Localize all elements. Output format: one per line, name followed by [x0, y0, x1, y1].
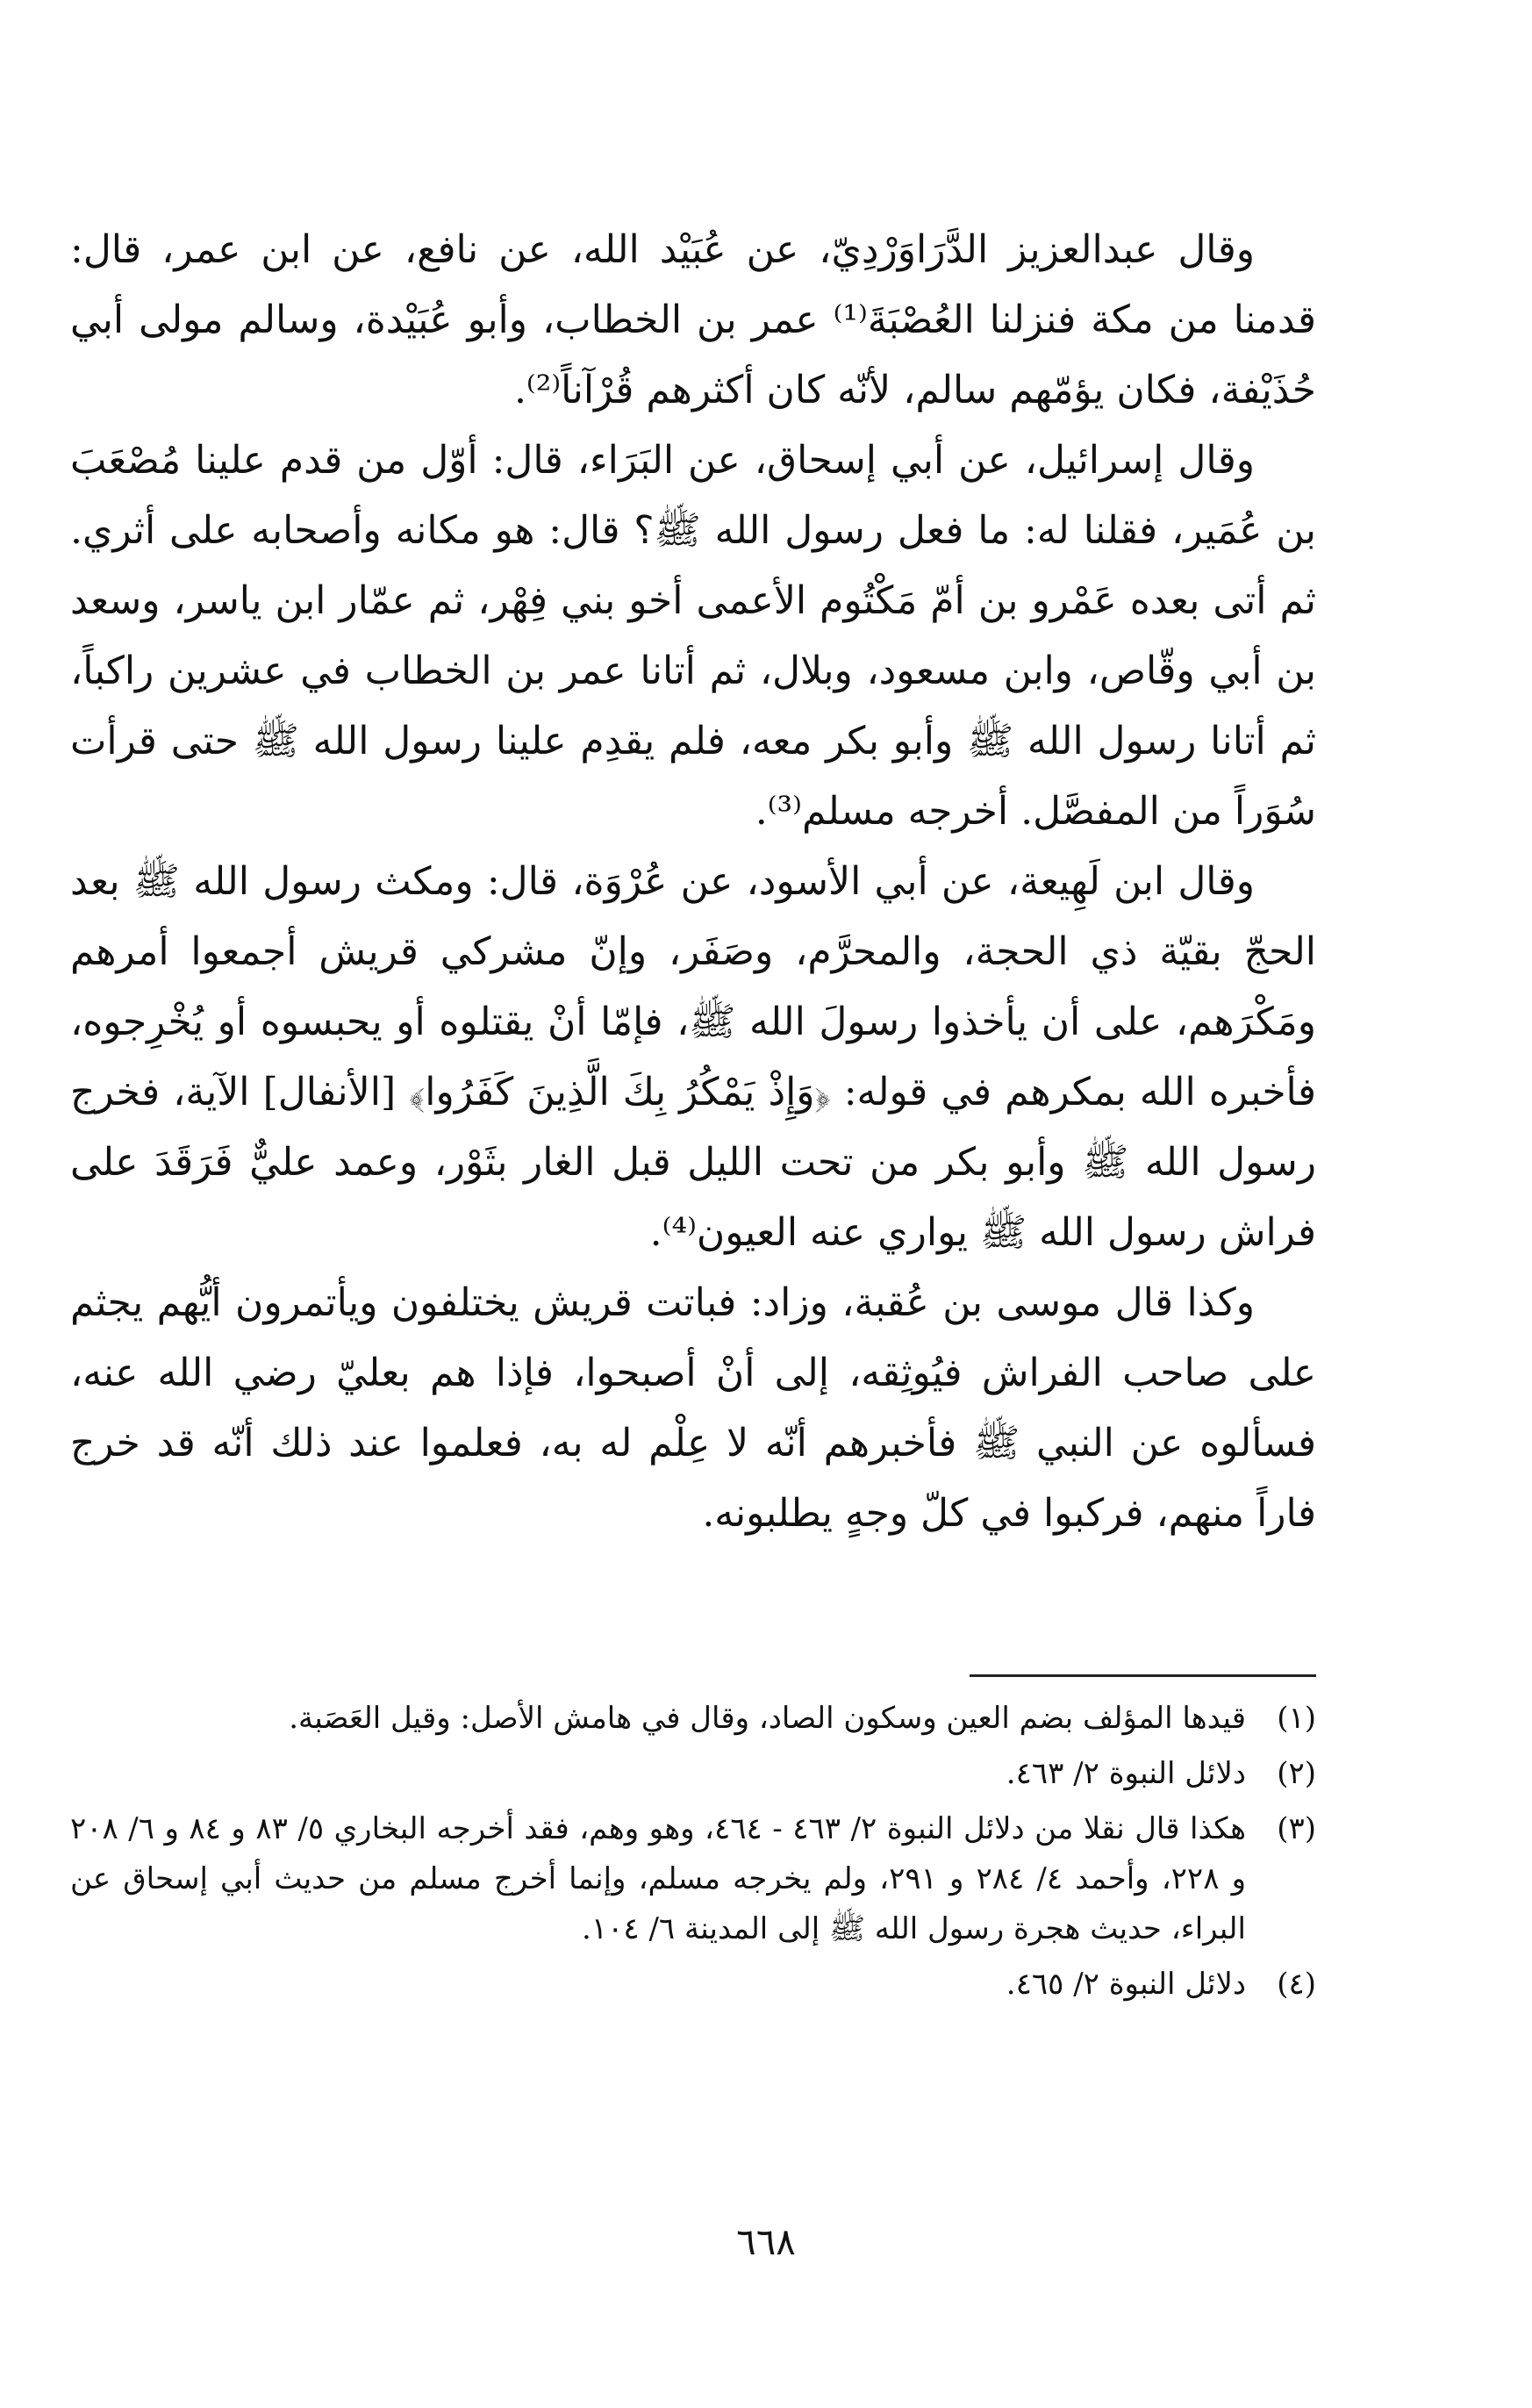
footnote-text: دلائل النبوة ٢/ ٤٦٣.	[1006, 1756, 1246, 1791]
footnote-number: (١)	[1277, 1701, 1316, 1736]
footnote-1	[70, 1694, 1316, 1744]
footnote-4	[70, 1960, 1316, 2010]
page-number: ٦٦٨	[736, 2220, 796, 2263]
footnote-divider	[970, 1674, 1316, 1677]
footnote-number: (٣)	[1277, 1811, 1316, 1846]
footnotes	[70, 1694, 1316, 2015]
paragraph-3: وقال ابن لَهِيعة، عن أبي الأسود، عن عُرْوَة، قال: ومكث رسول الله ﷺ بعد الحجّ بقيّة ذي الحجة، والمحرَّم، وصَفَر، وإنّ مشركي قريش أجمعوا أمرهم ومَكْرَهم، على أن يأخذوا رسولَ الله ﷺ، فإمّا أنْ يقتلوه أو يحبسوه أو يُخْرِجوه، فأخبره الله بمكرهم في قوله: ﴿وَإِذْ يَمْكُرُ بِكَ الَّذِينَ كَفَرُوا﴾ [الأنفال] الآية، فخرج رسول الله ﷺ وأبو بكر من تحت الليل قبل الغار بثَوْر، وعمد عليٌّ فَرَقَدَ على فراش رسول الله ﷺ يواري عنه العيون⁽⁴⁾.	[70, 859, 1316, 1255]
footnote-text: دلائل النبوة ٢/ ٤٦٥.	[1006, 1967, 1246, 2002]
footnote-number: (٢)	[1277, 1756, 1316, 1791]
main-text	[70, 215, 1316, 1549]
paragraph-2: وقال إسرائيل، عن أبي إسحاق، عن البَرَاء، قال: أوّل من قدم علينا مُصْعَبَ بن عُمَير، فقلنا له: ما فعل رسول الله ﷺ؟ قال: هو مكانه وأصحابه على أثري. ثم أتى بعده عَمْرو بن أمّ مَكْتُوم الأعمى أخو بني فِهْر، ثم عمّار ابن ياسر، وسعد بن أبي وقّاص، وابن مسعود، وبلال، ثم أتانا عمر بن الخطاب في عشرين راكباً، ثم أتانا رسول الله ﷺ وأبو بكر معه، فلم يقدِم علينا رسول الله ﷺ حتى قرأت سُوَراً من المفصَّل. أخرجه مسلم⁽³⁾.	[70, 438, 1316, 834]
footnote-text: هكذا قال نقلا من دلائل النبوة ٢/ ٤٦٣ - ٤٦٤، وهو وهم، فقد أخرجه البخاري ٥/ ٨٣ و ٨٤ و ٦/ ٢٠٨ و ٢٢٨، وأحمد ٤/ ٢٨٤ و ٢٩١، ولم يخرجه مسلم، وإنما أخرج مسلم من حديث أبي إسحاق عن البراء، حديث هجرة رسول الله ﷺ إلى المدينة ٦/ ١٠٤.	[70, 1811, 1246, 1946]
paragraph-4: وكذا قال موسى بن عُقبة، وزاد: فباتت قريش يختلفون ويأتمرون أيُّهم يجثم على صاحب الفراش فيُوثِقه، إلى أنْ أصبحوا، فإذا هم بعليّ رضي الله عنه، فسألوه عن النبي ﷺ فأخبرهم أنّه لا عِلْم له به، فعلموا عند ذلك أنّه قد خرج فاراً منهم، فركبوا في كلّ وجهٍ يطلبونه.	[70, 1280, 1316, 1536]
footnote-text: قيدها المؤلف بضم العين وسكون الصاد، وقال في هامش الأصل: وقيل العَصَبة.	[289, 1701, 1246, 1736]
footnote-3	[70, 1804, 1316, 1954]
footnote-number: (٤)	[1277, 1967, 1316, 2002]
paragraph-1: وقال عبدالعزيز الدَّرَاوَرْدِيّ، عن عُبَيْد الله، عن نافع، عن ابن عمر، قال: قدمنا من مكة فنزلنا العُصْبَةَ⁽¹⁾ عمر بن الخطاب، وأبو عُبَيْدة، وسالم مولى أبي حُذَيْفة، فكان يؤمّهم سالم، لأنّه كان أكثرهم قُرْآناً⁽²⁾.	[70, 227, 1317, 412]
footnote-2	[70, 1749, 1316, 1799]
